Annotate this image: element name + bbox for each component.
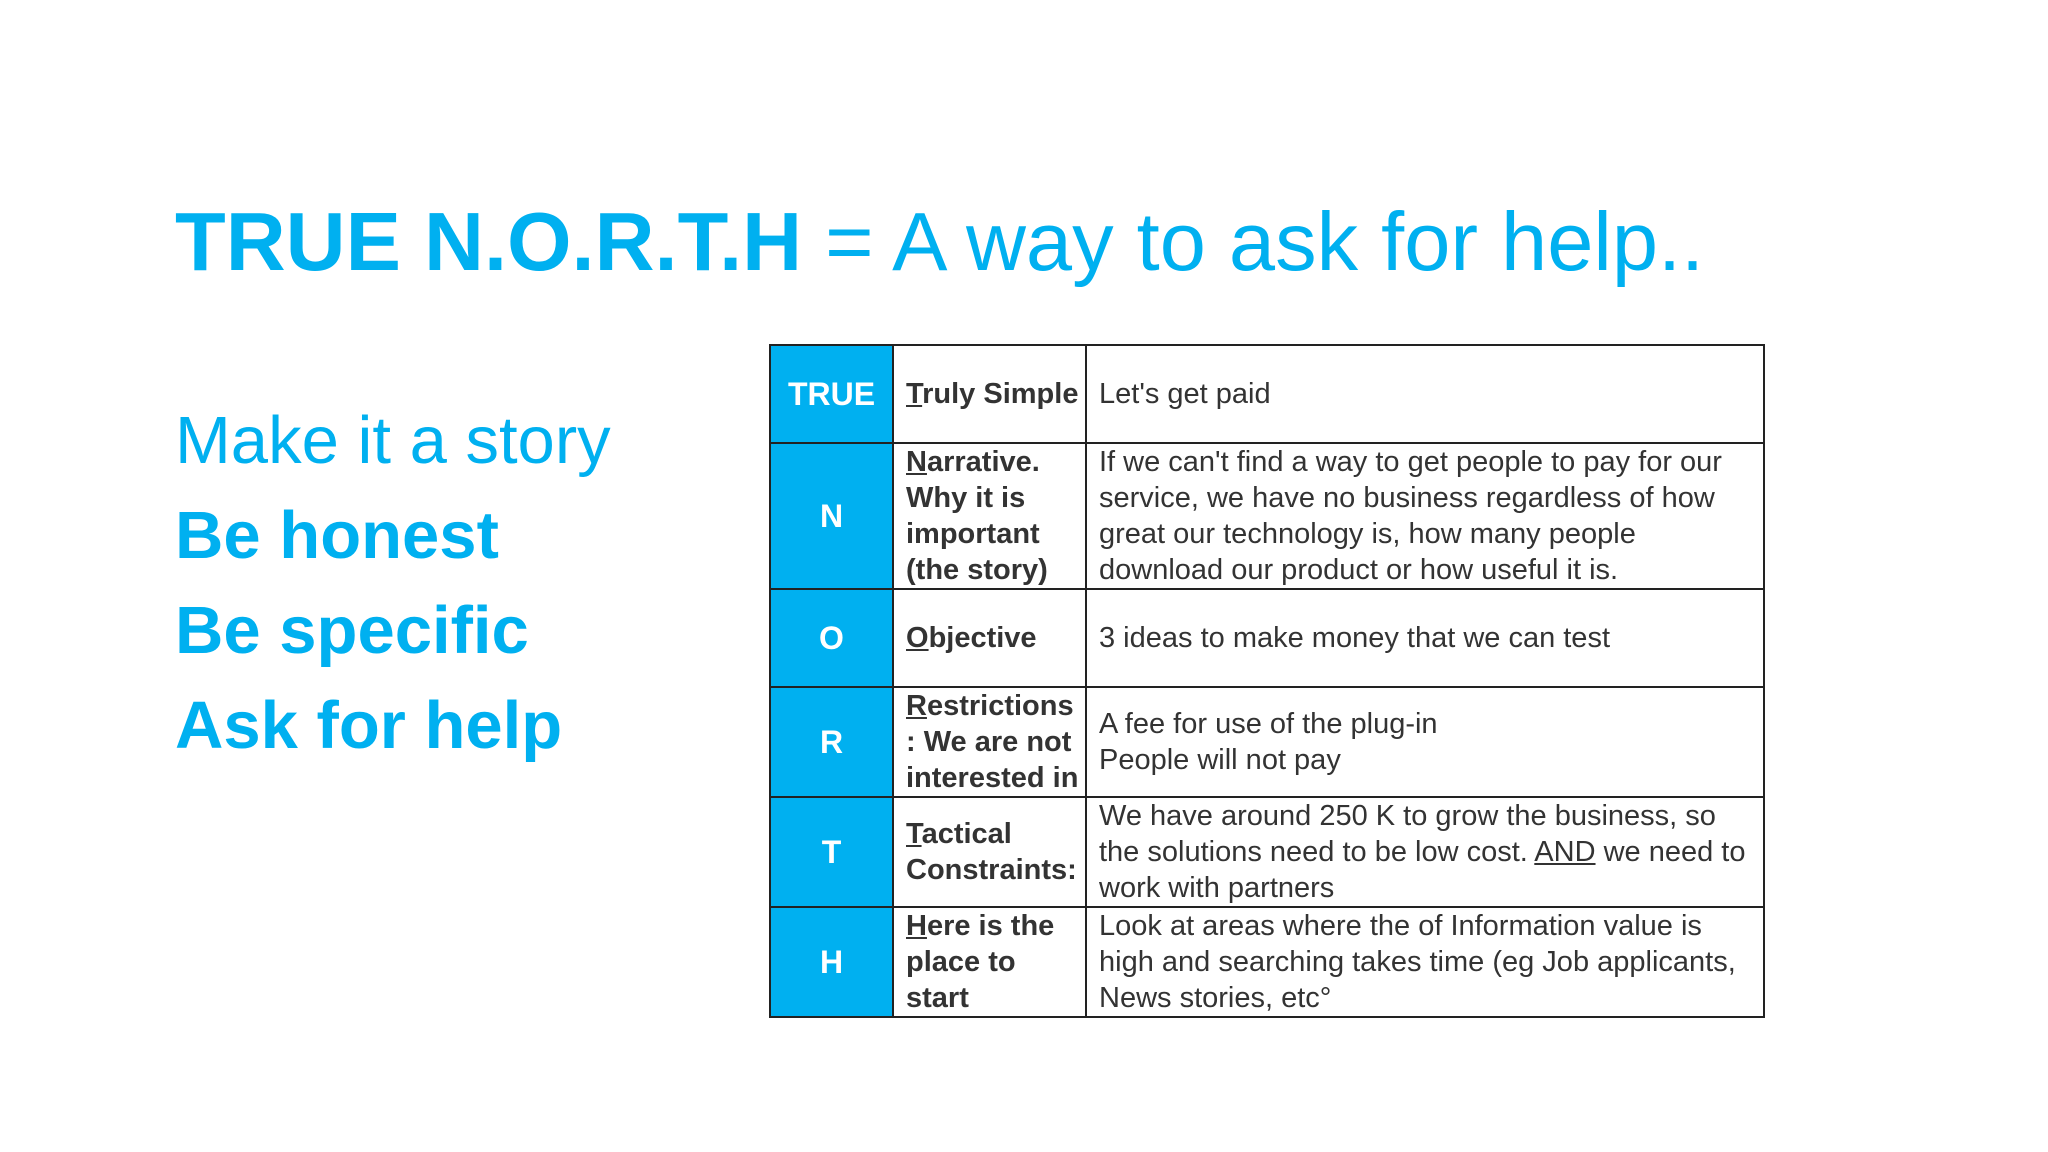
row-description — [1086, 687, 1764, 797]
term-initial: O — [906, 622, 929, 654]
true-north-table — [769, 344, 1765, 1018]
term-rest: bjective — [928, 622, 1037, 654]
description-emphasis: AND — [1534, 836, 1596, 868]
row-description: Look at areas where the of Information value is high and searching takes time (eg Job applicants, News stories, etc° — [1086, 907, 1764, 1017]
point-be-honest: Be honest — [175, 498, 499, 573]
term-initial: T — [906, 378, 923, 410]
key-points-list — [175, 393, 611, 773]
term-initial: H — [906, 910, 927, 942]
table-row-r — [770, 687, 1764, 797]
term-initial: N — [906, 446, 927, 478]
term-rest: ere is the place to start — [906, 910, 1055, 1014]
row-description — [1086, 797, 1764, 907]
table-row-o — [770, 589, 1764, 687]
table-row-true — [770, 345, 1764, 443]
row-letter: O — [770, 589, 893, 687]
row-letter: TRUE — [770, 345, 893, 443]
term-rest: estrictions : We are not interested in — [906, 690, 1079, 794]
row-term — [893, 797, 1086, 907]
description-text: We have around 250 K to grow the business, so the solutions need to be low cost. — [1099, 800, 1716, 868]
description-line: A fee for use of the plug-in — [1099, 708, 1438, 740]
row-description: Let's get paid — [1086, 345, 1764, 443]
row-term — [893, 907, 1086, 1017]
row-term — [893, 589, 1086, 687]
title-subtitle: = A way to ask for help.. — [802, 195, 1705, 288]
term-initial: R — [906, 690, 927, 722]
point-ask-for-help: Ask for help — [175, 688, 563, 763]
table-row-t — [770, 797, 1764, 907]
point-be-specific: Be specific — [175, 593, 529, 668]
row-term — [893, 687, 1086, 797]
term-rest: arrative. Why it is important (the story) — [906, 446, 1048, 586]
slide-title — [175, 192, 1704, 292]
row-letter: H — [770, 907, 893, 1017]
row-letter: R — [770, 687, 893, 797]
row-description: If we can't find a way to get people to pay for our service, we have no business regardless of how great our technology is, how many people download our product or how useful it is. — [1086, 443, 1764, 589]
row-term — [893, 443, 1086, 589]
table-row-h — [770, 907, 1764, 1017]
row-term — [893, 345, 1086, 443]
table-row-n — [770, 443, 1764, 589]
row-letter: T — [770, 797, 893, 907]
term-initial: T — [906, 818, 922, 850]
term-rest: ruly Simple — [922, 378, 1079, 410]
point-make-it-a-story: Make it a story — [175, 403, 611, 478]
description-line: People will not pay — [1099, 744, 1341, 776]
row-letter: N — [770, 443, 893, 589]
row-description: 3 ideas to make money that we can test — [1086, 589, 1764, 687]
title-acronym: TRUE N.O.R.T.H — [175, 195, 803, 288]
description-text-end: we need to work with partners — [1099, 836, 1746, 904]
term-rest: actical Constraints: — [906, 818, 1077, 886]
